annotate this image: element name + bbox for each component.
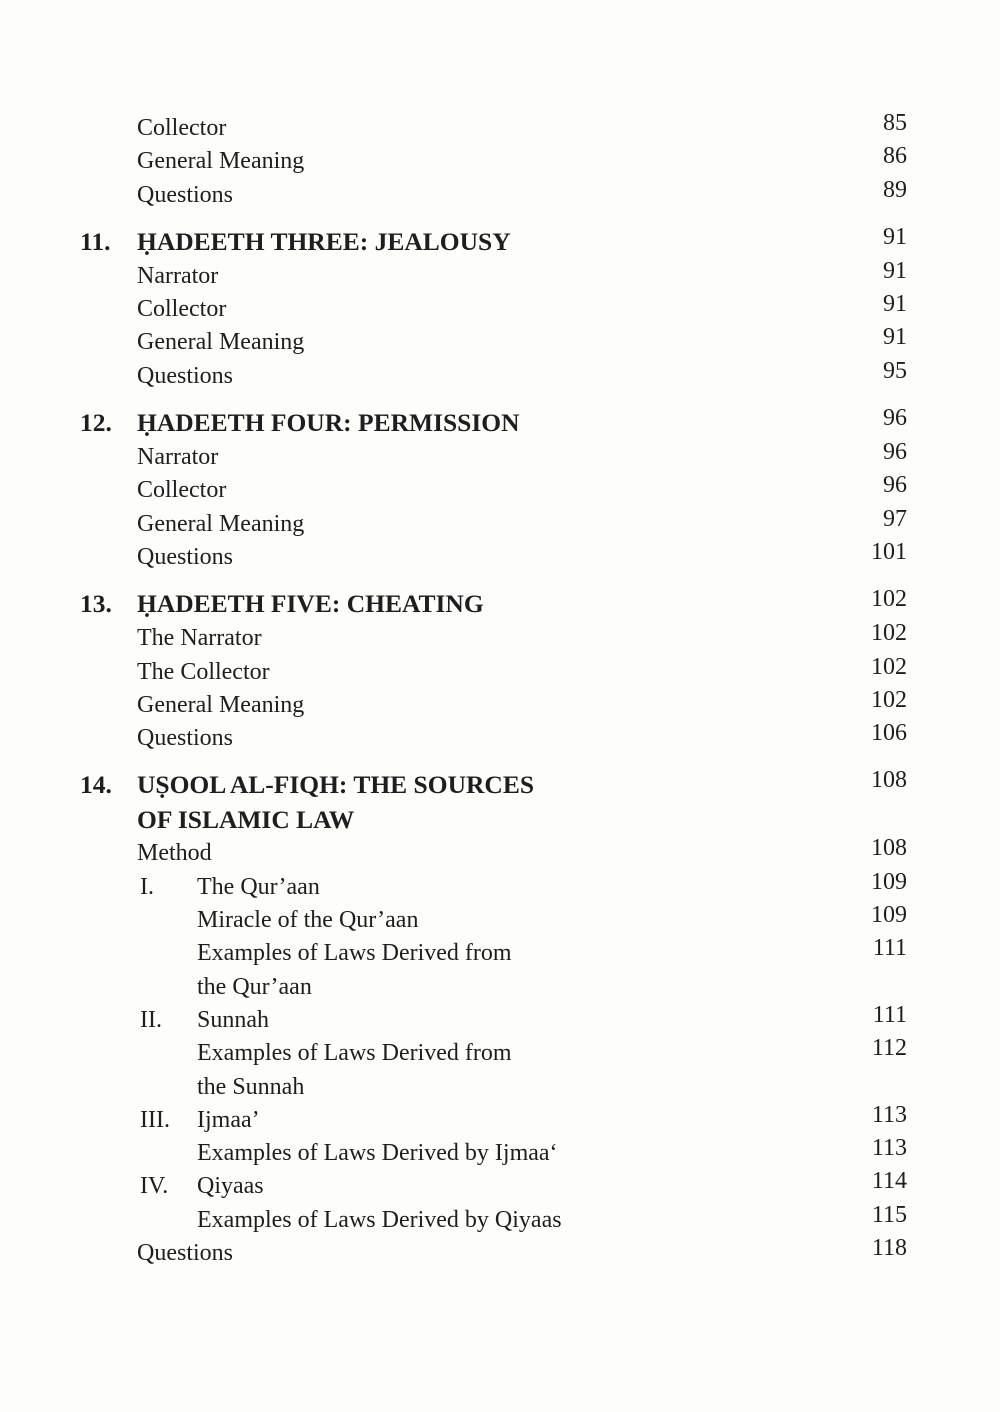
toc-entry xyxy=(0,326,1000,359)
toc-entry xyxy=(0,904,1000,937)
toc-entry xyxy=(0,176,1000,212)
toc-entry xyxy=(0,653,1000,689)
page-number: 113 xyxy=(871,1135,907,1162)
chapter-number: 14. xyxy=(80,770,112,800)
chapter-number: 11. xyxy=(80,226,111,256)
entry-title: General Meaning xyxy=(137,148,305,175)
toc-entry xyxy=(0,1037,1000,1070)
chapter-number: 13. xyxy=(80,589,112,619)
entry-title: ḤADEETH FIVE: CHEATING xyxy=(137,589,484,619)
entry-title: The Qur’aan xyxy=(197,873,320,900)
page-number: 86 xyxy=(883,143,907,170)
page-number: 111 xyxy=(872,1001,907,1028)
page-number: 102 xyxy=(871,686,907,713)
page-number: 91 xyxy=(883,223,907,250)
page-number: 118 xyxy=(871,1235,907,1262)
section-numeral: I. xyxy=(140,873,154,900)
toc-chapter-entry xyxy=(0,224,1000,260)
page-number: 112 xyxy=(871,1035,907,1062)
page-number: 102 xyxy=(871,586,907,613)
entry-title: Ijmaa’ xyxy=(197,1106,260,1133)
section-numeral: II. xyxy=(140,1006,162,1033)
entry-title: Questions xyxy=(137,1240,233,1267)
toc-entry xyxy=(0,257,1000,293)
page-number: 89 xyxy=(883,176,907,203)
entry-title: Questions xyxy=(137,181,233,208)
section-numeral: IV. xyxy=(140,1173,169,1200)
entry-title: Narrator xyxy=(137,262,219,289)
entry-title: UṢOOL AL-FIQH: THE SOURCES xyxy=(137,770,535,800)
page-number: 102 xyxy=(871,653,907,680)
page-number: 85 xyxy=(883,110,907,136)
page-number: 96 xyxy=(883,405,907,432)
page-number: 102 xyxy=(871,620,907,647)
entry-title: the Sunnah xyxy=(197,1073,305,1100)
entry-title: Questions xyxy=(137,725,233,752)
page-number: 114 xyxy=(871,1168,907,1195)
toc-entry xyxy=(0,803,1000,837)
entry-title: General Meaning xyxy=(137,510,305,537)
entry-title: Qiyaas xyxy=(197,1173,264,1200)
entry-title: Collector xyxy=(137,115,227,141)
entry-title: Collector xyxy=(137,477,227,504)
page-number: 111 xyxy=(872,935,907,962)
entry-title: Method xyxy=(137,840,212,867)
entry-title: Examples of Laws Derived by Ijmaa‘ xyxy=(197,1140,558,1167)
entry-title: the Qur’aan xyxy=(197,973,312,1000)
toc-entry xyxy=(0,937,1000,970)
entry-title: The Collector xyxy=(137,658,270,685)
page-number: 115 xyxy=(871,1201,907,1228)
toc-entry xyxy=(0,1071,1000,1104)
entry-title: Examples of Laws Derived from xyxy=(197,940,512,967)
entry-title: Questions xyxy=(137,362,233,389)
page-number: 96 xyxy=(883,472,907,499)
entry-title: OF ISLAMIC LAW xyxy=(137,805,355,835)
page-number: 95 xyxy=(883,357,907,384)
page-number: 101 xyxy=(871,538,907,565)
entry-title: General Meaning xyxy=(137,329,305,356)
entry-title: The Narrator xyxy=(137,625,262,652)
page-number: 91 xyxy=(883,257,907,284)
page-number: 97 xyxy=(883,505,907,532)
toc-entry xyxy=(0,971,1000,1004)
page-number: 91 xyxy=(883,291,907,318)
toc-entry xyxy=(0,722,1000,755)
page-number: 108 xyxy=(871,767,907,794)
toc-entry xyxy=(0,1237,1000,1270)
toc-entry xyxy=(0,112,1000,145)
entry-title: General Meaning xyxy=(137,691,305,718)
entry-title: Narrator xyxy=(137,444,219,471)
toc-entry xyxy=(0,686,1000,722)
toc-chapter-entry xyxy=(0,767,1000,803)
entry-title: Examples of Laws Derived from xyxy=(197,1040,512,1067)
toc-entry xyxy=(0,1001,1000,1037)
toc-entry xyxy=(0,145,1000,178)
page-number: 96 xyxy=(883,439,907,466)
chapter-number: 12. xyxy=(80,408,112,438)
toc-entry xyxy=(0,837,1000,870)
toc-entry xyxy=(0,622,1000,655)
toc-entry xyxy=(0,293,1000,326)
entry-title: Examples of Laws Derived by Qiyaas xyxy=(197,1206,562,1233)
toc-entry xyxy=(0,441,1000,474)
entry-title: ḤADEETH FOUR: PERMISSION xyxy=(137,408,520,438)
entry-title: ḤADEETH THREE: JEALOUSY xyxy=(137,226,511,256)
entry-title: Sunnah xyxy=(197,1006,269,1033)
toc-entry xyxy=(0,868,1000,904)
page-number: 106 xyxy=(871,720,907,747)
toc-entry xyxy=(0,1101,1000,1137)
toc-entry xyxy=(0,538,1000,574)
page-number: 109 xyxy=(871,902,907,929)
entry-title: Questions xyxy=(137,543,233,570)
toc-entry xyxy=(0,1170,1000,1203)
page-number: 108 xyxy=(871,835,907,862)
page-number: 91 xyxy=(883,324,907,351)
toc-entry xyxy=(0,505,1000,541)
page-number: 113 xyxy=(871,1101,907,1128)
table-of-contents xyxy=(0,112,1000,1270)
toc-entry xyxy=(0,474,1000,507)
entry-title: Miracle of the Qur’aan xyxy=(197,907,419,934)
section-numeral: III. xyxy=(140,1106,170,1133)
toc-entry xyxy=(0,357,1000,393)
toc-chapter-entry xyxy=(0,586,1000,622)
toc-entry xyxy=(0,1137,1000,1170)
entry-title: Collector xyxy=(137,296,227,323)
page-number: 109 xyxy=(871,868,907,895)
toc-chapter-entry xyxy=(0,405,1000,441)
toc-entry xyxy=(0,1201,1000,1237)
